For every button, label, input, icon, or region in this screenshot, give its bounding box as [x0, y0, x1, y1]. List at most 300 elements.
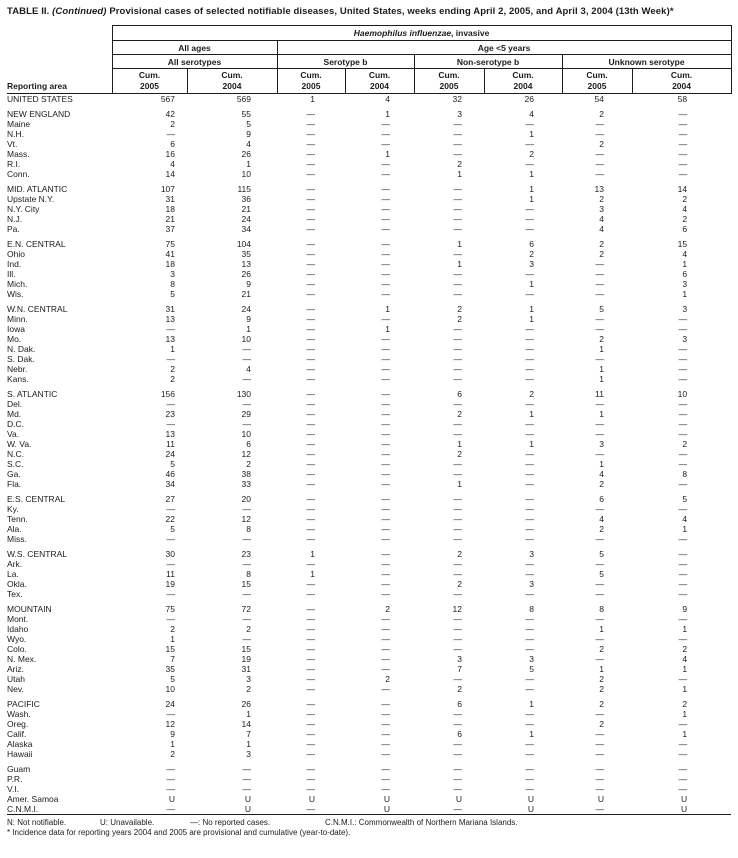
value-cell: —: [306, 279, 315, 289]
value-cell: —: [525, 784, 534, 794]
value-cell: —: [306, 719, 315, 729]
value-cell: 6: [599, 494, 604, 504]
value-cell: 1: [457, 239, 462, 249]
value-cell: —: [306, 739, 315, 749]
value-cell: —: [306, 334, 315, 344]
value-cell: 8: [682, 469, 688, 479]
reporting-area-cell: W.N. CENTRAL: [7, 304, 68, 314]
value-cell: —: [381, 549, 390, 559]
value-cell: —: [595, 804, 604, 814]
value-cell: —: [595, 729, 604, 739]
value-cell: 2: [385, 604, 390, 614]
value-cell: —: [678, 774, 688, 784]
value-cell: —: [595, 399, 604, 409]
reporting-area-cell: Tenn.: [7, 514, 28, 524]
value-cell: 26: [241, 149, 251, 159]
value-cell: —: [381, 709, 390, 719]
value-cell: 4: [246, 139, 251, 149]
value-cell: 1: [385, 324, 390, 334]
table-row: [7, 224, 731, 234]
value-cell: 23: [165, 409, 175, 419]
table-row: [7, 249, 731, 259]
value-cell: —: [678, 429, 688, 439]
value-cell: —: [525, 479, 534, 489]
value-cell: —: [453, 644, 462, 654]
value-cell: —: [525, 374, 534, 384]
reporting-area-cell: Amer. Samoa: [7, 794, 59, 804]
value-cell: 4: [682, 249, 688, 259]
reporting-area-cell: N. Dak.: [7, 344, 36, 354]
value-cell: —: [381, 569, 390, 579]
reporting-area-cell: P.R.: [7, 774, 23, 784]
value-cell: —: [453, 709, 462, 719]
value-cell: —: [678, 459, 688, 469]
value-cell: —: [595, 289, 604, 299]
value-cell: —: [525, 644, 534, 654]
table-row: [7, 109, 731, 119]
table-row: [7, 549, 731, 559]
value-cell: —: [381, 524, 390, 534]
value-cell: —: [678, 419, 688, 429]
value-cell: —: [595, 159, 604, 169]
value-cell: —: [525, 494, 534, 504]
table-body: [7, 94, 731, 815]
value-cell: 2: [682, 644, 688, 654]
value-cell: —: [678, 614, 688, 624]
reporting-area-cell: N.H.: [7, 129, 24, 139]
table-row: [7, 559, 731, 569]
value-cell: —: [678, 719, 688, 729]
value-cell: —: [166, 419, 175, 429]
value-cell: 2: [457, 314, 462, 324]
value-cell: 23: [241, 549, 251, 559]
table-row: [7, 259, 731, 269]
value-cell: U: [168, 794, 175, 804]
value-cell: —: [453, 249, 462, 259]
value-cell: —: [242, 589, 251, 599]
value-cell: 8: [246, 524, 251, 534]
value-cell: —: [166, 129, 175, 139]
reporting-area-cell: Oreg.: [7, 719, 29, 729]
value-cell: —: [306, 224, 315, 234]
col-header-cum-2004-all: Cum. 2004: [187, 69, 277, 94]
value-cell: 21: [241, 204, 251, 214]
value-cell: —: [453, 374, 462, 384]
value-cell: —: [453, 569, 462, 579]
value-cell: —: [306, 459, 315, 469]
value-cell: —: [242, 534, 251, 544]
value-cell: 3: [599, 204, 604, 214]
value-cell: 6: [457, 699, 462, 709]
col-header-cum-2005-non-b: Cum. 2005: [414, 69, 484, 94]
value-cell: U: [383, 794, 390, 804]
value-cell: —: [381, 194, 390, 204]
value-cell: —: [166, 354, 175, 364]
reporting-area-cell: C.N.M.I.: [7, 804, 39, 814]
value-cell: 26: [241, 699, 251, 709]
value-cell: —: [242, 419, 251, 429]
value-cell: —: [381, 279, 390, 289]
value-cell: —: [595, 279, 604, 289]
value-cell: 2: [246, 624, 251, 634]
value-cell: —: [453, 129, 462, 139]
value-cell: —: [306, 159, 315, 169]
reporting-area-cell: S. Dak.: [7, 354, 35, 364]
value-cell: 11: [595, 389, 604, 399]
value-cell: —: [381, 354, 390, 364]
value-cell: 4: [385, 94, 390, 104]
table-row: [7, 304, 731, 314]
value-cell: —: [678, 109, 688, 119]
value-cell: —: [381, 654, 390, 664]
value-cell: —: [595, 534, 604, 544]
value-cell: —: [453, 749, 462, 759]
value-cell: —: [453, 804, 462, 814]
value-cell: —: [242, 764, 251, 774]
value-cell: —: [381, 699, 390, 709]
legend-line: [7, 818, 731, 828]
value-cell: —: [525, 289, 534, 299]
value-cell: 1: [599, 459, 604, 469]
value-cell: 9: [246, 314, 251, 324]
value-cell: U: [527, 794, 534, 804]
value-cell: —: [525, 204, 534, 214]
value-cell: 6: [170, 139, 175, 149]
table-row: [7, 364, 731, 374]
value-cell: —: [525, 354, 534, 364]
value-cell: 2: [682, 194, 688, 204]
value-cell: 42: [165, 109, 175, 119]
value-cell: —: [525, 739, 534, 749]
value-cell: —: [678, 314, 688, 324]
value-cell: —: [525, 634, 534, 644]
value-cell: 6: [246, 439, 251, 449]
value-cell: —: [678, 354, 688, 364]
table-row: [7, 239, 731, 249]
value-cell: —: [381, 634, 390, 644]
value-cell: 1: [385, 149, 390, 159]
value-cell: —: [306, 449, 315, 459]
value-cell: —: [525, 469, 534, 479]
value-cell: —: [678, 149, 688, 159]
value-cell: —: [306, 439, 315, 449]
reporting-area-cell: MID. ATLANTIC: [7, 184, 68, 194]
value-cell: —: [166, 534, 175, 544]
value-cell: 3: [457, 109, 462, 119]
value-cell: 1: [310, 94, 315, 104]
value-cell: 4: [599, 514, 604, 524]
value-cell: —: [306, 709, 315, 719]
reporting-area-cell: La.: [7, 569, 19, 579]
col-header-cum-2005-serotype-b: Cum. 2005: [277, 69, 345, 94]
value-cell: —: [306, 804, 315, 814]
table-row: [7, 749, 731, 759]
value-cell: 3: [246, 674, 251, 684]
value-cell: —: [678, 449, 688, 459]
value-cell: —: [306, 504, 315, 514]
value-cell: 9: [246, 279, 251, 289]
value-cell: 14: [165, 169, 175, 179]
value-cell: 3: [246, 749, 251, 759]
value-cell: 1: [246, 709, 251, 719]
value-cell: 31: [241, 664, 251, 674]
value-cell: —: [453, 524, 462, 534]
value-cell: 46: [165, 469, 175, 479]
value-cell: 8: [529, 604, 534, 614]
value-cell: —: [678, 344, 688, 354]
value-cell: —: [306, 289, 315, 299]
value-cell: —: [381, 449, 390, 459]
value-cell: 2: [457, 549, 462, 559]
value-cell: —: [595, 739, 604, 749]
value-cell: 15: [677, 239, 688, 249]
value-cell: 1: [246, 159, 251, 169]
value-cell: 36: [241, 194, 251, 204]
table-row: [7, 269, 731, 279]
value-cell: 24: [241, 214, 251, 224]
value-cell: 7: [170, 654, 175, 664]
value-cell: 13: [241, 259, 251, 269]
value-cell: —: [453, 204, 462, 214]
value-cell: 5: [246, 119, 251, 129]
value-cell: —: [381, 764, 390, 774]
value-cell: —: [678, 399, 688, 409]
table-row: [7, 459, 731, 469]
table-row: [7, 524, 731, 534]
value-cell: —: [166, 614, 175, 624]
value-cell: 4: [682, 204, 688, 214]
table-row: [7, 129, 731, 139]
value-cell: 3: [529, 549, 534, 559]
value-cell: U: [383, 804, 390, 814]
value-cell: —: [595, 314, 604, 324]
value-cell: 3: [682, 334, 688, 344]
value-cell: 12: [452, 604, 462, 614]
reporting-area-cell: Miss.: [7, 534, 27, 544]
value-cell: —: [595, 149, 604, 159]
value-cell: —: [166, 399, 175, 409]
value-cell: —: [306, 429, 315, 439]
table-row: [7, 739, 731, 749]
value-cell: —: [381, 479, 390, 489]
value-cell: 21: [241, 289, 251, 299]
value-cell: 10: [241, 334, 251, 344]
footnotes: [7, 818, 731, 838]
value-cell: —: [678, 504, 688, 514]
value-cell: —: [525, 449, 534, 459]
value-cell: 1: [599, 664, 604, 674]
reporting-area-cell: E.S. CENTRAL: [7, 494, 66, 504]
table-row: [7, 194, 731, 204]
value-cell: —: [306, 514, 315, 524]
table-row: [7, 794, 731, 804]
col-header-cum-2005-all: Cum. 2005: [112, 69, 187, 94]
value-cell: —: [306, 664, 315, 674]
value-cell: 1: [529, 184, 534, 194]
table-row: [7, 764, 731, 774]
value-cell: —: [306, 654, 315, 664]
value-cell: 5: [170, 524, 175, 534]
value-cell: 1: [170, 739, 175, 749]
value-cell: 8: [246, 569, 251, 579]
value-cell: —: [306, 194, 315, 204]
value-cell: —: [525, 589, 534, 599]
value-cell: —: [678, 739, 688, 749]
value-cell: 1: [682, 524, 688, 534]
value-cell: —: [595, 169, 604, 179]
reporting-area-header: Reporting area: [7, 69, 112, 94]
value-cell: —: [381, 559, 390, 569]
reporting-area-cell: Conn.: [7, 169, 30, 179]
reporting-area-cell: Del.: [7, 399, 23, 409]
value-cell: 31: [165, 194, 175, 204]
value-cell: —: [453, 589, 462, 599]
value-cell: —: [381, 399, 390, 409]
value-cell: 2: [457, 449, 462, 459]
table-row: [7, 419, 731, 429]
value-cell: —: [678, 749, 688, 759]
value-cell: 1: [529, 304, 534, 314]
table-row: [7, 514, 731, 524]
value-cell: —: [306, 149, 315, 159]
value-cell: —: [306, 494, 315, 504]
group-header-all-ages: All ages: [112, 41, 277, 55]
value-cell: —: [381, 204, 390, 214]
value-cell: —: [166, 774, 175, 784]
reporting-area-cell: N. Mex.: [7, 654, 37, 664]
value-cell: —: [381, 589, 390, 599]
value-cell: —: [381, 644, 390, 654]
reporting-area-cell: S. ATLANTIC: [7, 389, 58, 399]
value-cell: 1: [529, 409, 534, 419]
subgroup-header-unknown-serotype: Unknown serotype: [562, 55, 731, 69]
value-cell: 14: [677, 184, 688, 194]
table-row: [7, 324, 731, 334]
value-cell: —: [381, 409, 390, 419]
value-cell: —: [166, 504, 175, 514]
reporting-area-cell: Nebr.: [7, 364, 28, 374]
value-cell: —: [678, 559, 688, 569]
table-row: [7, 804, 731, 815]
table-row: [7, 214, 731, 224]
value-cell: —: [242, 634, 251, 644]
value-cell: 8: [170, 279, 175, 289]
value-cell: —: [166, 764, 175, 774]
value-cell: 1: [682, 709, 688, 719]
col-header-cum-2004-serotype-b: Cum. 2004: [345, 69, 414, 94]
value-cell: —: [453, 674, 462, 684]
value-cell: 2: [529, 389, 534, 399]
page-title: [7, 6, 733, 18]
value-cell: —: [381, 774, 390, 784]
value-cell: —: [595, 709, 604, 719]
value-cell: —: [453, 184, 462, 194]
value-cell: —: [595, 764, 604, 774]
value-cell: —: [381, 749, 390, 759]
value-cell: —: [306, 354, 315, 364]
value-cell: 1: [246, 324, 251, 334]
value-cell: 13: [165, 429, 175, 439]
disease-qualifier: , invasive: [451, 28, 490, 38]
value-cell: 7: [457, 664, 462, 674]
value-cell: —: [306, 589, 315, 599]
value-cell: —: [678, 549, 688, 559]
value-cell: —: [525, 774, 534, 784]
value-cell: —: [678, 374, 688, 384]
value-cell: —: [242, 399, 251, 409]
value-cell: —: [678, 569, 688, 579]
value-cell: 5: [682, 494, 688, 504]
value-cell: 4: [682, 654, 688, 664]
value-cell: 107: [160, 184, 175, 194]
value-cell: 55: [241, 109, 251, 119]
table-row: [7, 139, 731, 149]
value-cell: —: [381, 419, 390, 429]
value-cell: —: [242, 354, 251, 364]
value-cell: —: [242, 374, 251, 384]
value-cell: —: [306, 269, 315, 279]
value-cell: —: [595, 614, 604, 624]
value-cell: 115: [237, 184, 251, 194]
value-cell: —: [525, 534, 534, 544]
table-row: [7, 159, 731, 169]
legend-no-reported-cases: —: No reported cases.: [190, 818, 271, 827]
reporting-area-cell: N.Y. City: [7, 204, 40, 214]
value-cell: —: [595, 504, 604, 514]
value-cell: 2: [599, 109, 604, 119]
value-cell: —: [306, 204, 315, 214]
value-cell: 10: [241, 169, 251, 179]
value-cell: —: [453, 774, 462, 784]
table-row: [7, 664, 731, 674]
value-cell: 6: [529, 239, 534, 249]
value-cell: U: [680, 804, 688, 814]
table-row: [7, 719, 731, 729]
table-row: [7, 374, 731, 384]
value-cell: —: [595, 429, 604, 439]
value-cell: —: [595, 259, 604, 269]
value-cell: 2: [170, 624, 175, 634]
value-cell: —: [595, 324, 604, 334]
reporting-area-cell: Fla.: [7, 479, 22, 489]
reporting-area-cell: Iowa: [7, 324, 25, 334]
table-row: [7, 494, 731, 504]
value-cell: —: [595, 119, 604, 129]
reporting-area-cell: W.S. CENTRAL: [7, 549, 67, 559]
table-row: [7, 119, 731, 129]
header-row-age-groups: [7, 41, 731, 55]
value-cell: 8: [599, 604, 604, 614]
reporting-area-cell: Va.: [7, 429, 20, 439]
disease-column-header: [112, 26, 731, 41]
value-cell: 1: [170, 634, 175, 644]
header-spacer: [7, 41, 112, 55]
value-cell: —: [306, 399, 315, 409]
value-cell: —: [381, 314, 390, 324]
value-cell: —: [306, 534, 315, 544]
value-cell: 26: [524, 94, 534, 104]
value-cell: —: [525, 514, 534, 524]
value-cell: 1: [529, 729, 534, 739]
value-cell: —: [306, 684, 315, 694]
reporting-area-cell: Ind.: [7, 259, 22, 269]
value-cell: —: [678, 634, 688, 644]
value-cell: —: [306, 674, 315, 684]
value-cell: —: [595, 589, 604, 599]
value-cell: —: [306, 604, 315, 614]
value-cell: 34: [241, 224, 251, 234]
value-cell: 15: [241, 579, 251, 589]
